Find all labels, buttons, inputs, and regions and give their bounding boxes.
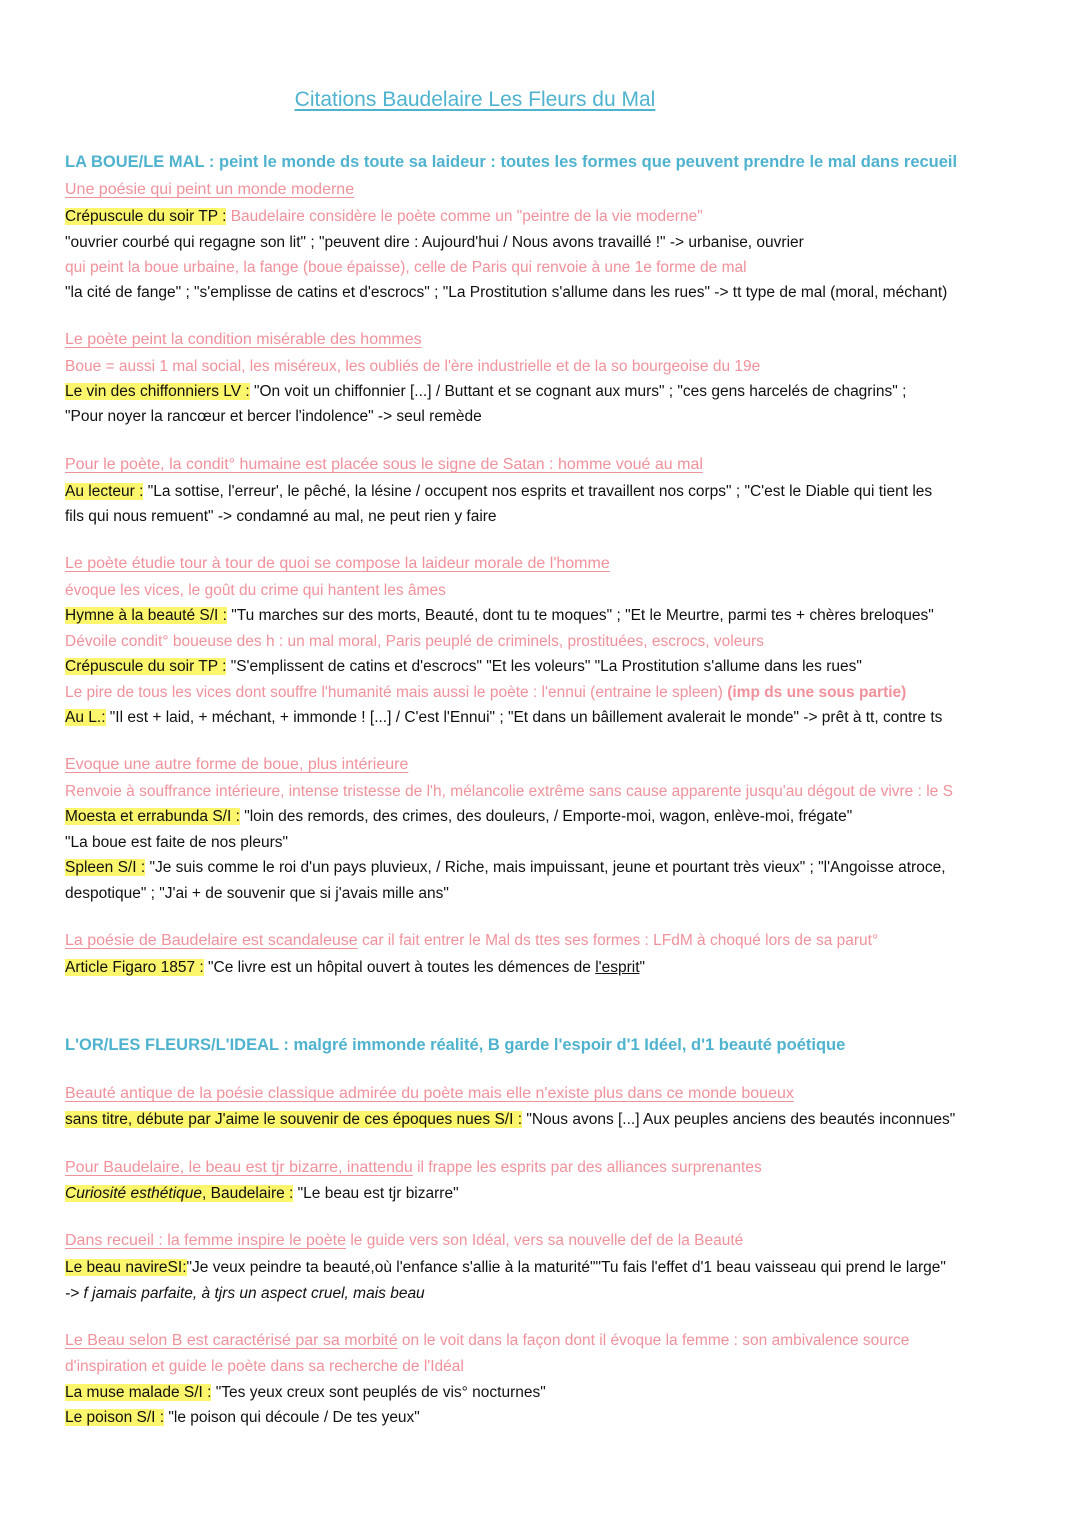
work-reference: Au L.: (65, 709, 106, 726)
note-line: Dévoile condit° boueuse des h : un mal moral, Paris peuplé de criminels, prostituées, escrocs, voleurs (65, 633, 764, 650)
text-line (65, 858, 946, 878)
work-reference: sans titre, débute par J'aime le souvenir de ces époques nues S/I : (65, 1111, 523, 1128)
work-reference: La muse malade S/I : (65, 1384, 212, 1401)
note-line: d'inspiration et guide le poète dans sa recherche de l'Idéal (65, 1358, 464, 1375)
quote: "Tes yeux creux sont peuplés de vis° nocturnes" (211, 1384, 546, 1401)
subheading: Pour Baudelaire, le beau est tjr bizarre, inattendu (65, 1159, 413, 1176)
work-reference: Spleen S/I : (65, 859, 146, 876)
note: le guide vers son Idéal, vers sa nouvelle def de la Beauté (346, 1232, 744, 1249)
work-reference: Le poison S/I : (65, 1409, 165, 1426)
text-line (65, 807, 852, 827)
work-reference: Crépuscule du soir TP : (65, 658, 227, 675)
quote-line: "la cité de fange" ; "s'emplisse de catins et d'escrocs" ; "La Prostitution s'allume dans les rues" -> tt type de mal (moral, méchant) (65, 284, 948, 301)
quote: "Je suis comme le roi d'un pays pluvieux, / Riche, mais impuissant, jeune et pourtant très vieux" ; "l'Angoisse atroce, (145, 859, 946, 876)
work-reference: Au lecteur : (65, 483, 144, 500)
subheading: La poésie de Baudelaire est scandaleuse (65, 932, 358, 949)
subheading: Dans recueil : la femme inspire le poète (65, 1232, 347, 1249)
quote: "Nous avons [...] Aux peuples anciens des beautés inconnues" (522, 1111, 956, 1128)
text-line (65, 1408, 420, 1428)
quote: "Il est + laid, + méchant, + immonde ! [...] / C'est l'Ennui" ; "Et dans un bâillement avalerait le monde" -> prêt à tt, contre ts (105, 709, 943, 726)
work-reference: Le vin des chiffonniers LV : (65, 383, 250, 400)
work-reference: Moesta et errabunda S/I : (65, 808, 240, 825)
subheading-line (65, 931, 878, 951)
subheading: Une poésie qui peint un monde moderne (65, 181, 355, 198)
text-line (65, 708, 942, 728)
subheading: Le poète étudie tour à tour de quoi se compose la laideur morale de l'homme (65, 555, 610, 572)
quote-line: fils qui nous remuent" -> condamné au mal, ne peut rien y faire (65, 508, 497, 525)
quote: "loin des remords, des crimes, des douleurs, / Emporte-moi, wagon, enlève-moi, frégate" (239, 808, 853, 825)
subheading: Pour le poète, la condit° humaine est placée sous le signe de Satan : homme voué au mal (65, 456, 703, 473)
text-line (65, 683, 906, 703)
note-line: évoque les vices, le goût du crime qui hantent les âmes (65, 582, 446, 599)
work-reference: , Baudelaire : (202, 1185, 294, 1202)
text-line (65, 382, 906, 402)
work-reference: Crépuscule du soir TP : (65, 208, 227, 225)
note: il frappe les esprits par des alliances surprenantes (412, 1159, 762, 1176)
subheading-line (65, 1158, 762, 1178)
quote: "Je veux peindre ta beauté,où l'enfance s'allie à la maturité""Tu fais l'effet d'1 beau vaisseau qui prend le large" (186, 1259, 946, 1276)
text-line (65, 1258, 946, 1278)
quote: "On voit un chiffonnier [...] / Buttant et se cognant aux murs" ; "ces gens harcelés de chagrins" ; (249, 383, 907, 400)
quote-line: "Pour noyer la rancœur et bercer l'indolence" -> seul remède (65, 408, 482, 425)
note: car il fait entrer le Mal ds ttes ses formes : LFdM à choqué lors de sa parut° (357, 932, 879, 949)
note: on le voit dans la façon dont il évoque la femme : son ambivalence source (397, 1332, 910, 1349)
quote-line: despotique" ; "J'ai + de souvenir que si j'avais mille ans" (65, 885, 449, 902)
text-line (65, 958, 645, 978)
note-line: Boue = aussi 1 mal social, les miséreux, les oubliés de l'ère industrielle et de la so bourgeoise du 19e (65, 358, 761, 375)
note: Le pire de tous les vices dont souffre l'humanité mais aussi le poète : l'ennui (entraine le spleen) (65, 684, 728, 701)
note-line: qui peint la boue urbaine, la fange (boue épaisse), celle de Paris qui renvoie à une 1e forme de mal (65, 259, 747, 276)
text-line (65, 207, 703, 227)
work-reference: Hymne à la beauté S/I : (65, 607, 227, 624)
quote: "le poison qui découle / De tes yeux" (164, 1409, 420, 1426)
subheading-line (65, 1231, 743, 1251)
subheading: Beauté antique de la poésie classique admirée du poète mais elle n'existe plus dans ce monde boueux (65, 1085, 794, 1102)
text-line (65, 1110, 955, 1130)
work-reference: Le beau navireSI: (65, 1259, 187, 1276)
quote-end: " (639, 959, 646, 976)
comment-line: -> f jamais parfaite, à tjrs un aspect cruel, mais beau (65, 1285, 425, 1302)
text-line (65, 1184, 459, 1204)
quote: "Le beau est tjr bizarre" (293, 1185, 459, 1202)
text-line (65, 1383, 546, 1403)
quote-underlined: l'esprit (595, 959, 640, 976)
quote: "La sottise, l'erreur', le pêché, la lésine / occupent nos esprits et travaillent nos corps" ; "C'est le Diable qui tient les (143, 483, 933, 500)
section-heading-ideal: L'OR/LES FLEURS/L'IDEAL : malgré immonde réalité, B garde l'espoir d'1 Idéel, d'1 beauté poétique (65, 1036, 846, 1054)
work-reference: Article Figaro 1857 : (65, 959, 204, 976)
quote: "Ce livre est un hôpital ouvert à toutes les démences de (203, 959, 596, 976)
text-line (65, 482, 932, 502)
note-bold: (imp ds une sous partie) (727, 684, 907, 701)
subheading: Le Beau selon B est caractérisé par sa morbité (65, 1332, 398, 1349)
subheading-line (65, 1331, 909, 1351)
subheading: Evoque une autre forme de boue, plus intérieure (65, 756, 409, 773)
work-reference-italic: Curiosité esthétique (65, 1185, 202, 1202)
note-line: Renvoie à souffrance intérieure, intense tristesse de l'h, mélancolie extrême sans cause apparente jusqu'au dégout de vivre : le S (65, 783, 953, 800)
quote-line: "La boue est faite de nos pleurs" (65, 834, 288, 851)
section-heading-boue: LA BOUE/LE MAL : peint le monde ds toute sa laideur : toutes les formes que peuvent prendre le mal dans recueil (65, 153, 958, 171)
text-line (65, 657, 862, 677)
subheading: Le poète peint la condition misérable des hommes (65, 331, 422, 348)
quote: "Tu marches sur des morts, Beauté, dont tu te moques" ; "Et le Meurtre, parmi tes + chères breloques" (226, 607, 934, 624)
text-line (65, 606, 934, 626)
quote-line: "ouvrier courbé qui regagne son lit" ; "peuvent dire : Aujourd'hui / Nous avons travaillé !" -> urbanise, ouvrier (65, 234, 804, 251)
note: Baudelaire considère le poète comme un "peintre de la vie moderne" (226, 208, 703, 225)
quote: "S'emplissent de catins et d'escrocs" "Et les voleurs" "La Prostitution s'allume dans les rues" (226, 658, 862, 675)
title: Citations Baudelaire Les Fleurs du Mal (294, 88, 656, 111)
